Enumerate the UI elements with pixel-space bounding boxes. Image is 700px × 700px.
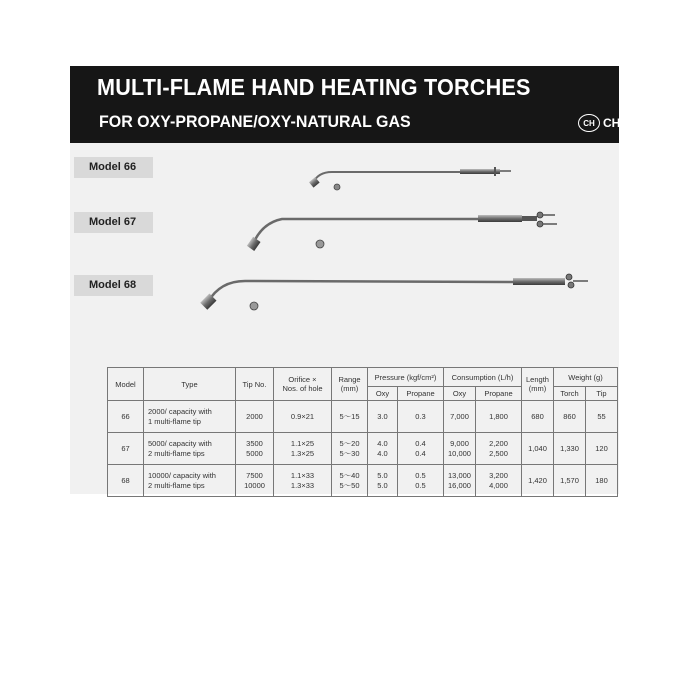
catalog-page xyxy=(70,66,624,494)
cell-model: 67 xyxy=(108,433,144,465)
col-orifice xyxy=(274,368,332,401)
model-67-label: Model 67 xyxy=(74,212,153,233)
col-consumption-oxy: Oxy xyxy=(444,387,476,401)
cell-value: 3,200 xyxy=(489,470,508,480)
cell-value: 10,000 xyxy=(448,448,471,458)
cell-consumption-oxy xyxy=(444,433,476,465)
col-weight: Weight (g) xyxy=(554,368,618,387)
col-pressure-propane: Propane xyxy=(398,387,444,401)
col-orifice-line1: Orifice × xyxy=(288,375,317,384)
col-tip-no: Tip No. xyxy=(236,368,274,401)
spec-table xyxy=(107,367,618,497)
cell-weight-tip: 120 xyxy=(586,433,618,465)
cell-value: 2000 xyxy=(246,411,263,421)
cell-range xyxy=(332,401,368,433)
cell-pressure-oxy xyxy=(368,433,398,465)
cell-pressure-propane xyxy=(398,465,444,497)
cell-length: 680 xyxy=(522,401,554,433)
col-range xyxy=(332,368,368,401)
cell-consumption-propane xyxy=(476,433,522,465)
col-weight-tip: Tip xyxy=(586,387,618,401)
cell-consumption-propane xyxy=(476,465,522,497)
table-row xyxy=(108,401,618,433)
cell-range xyxy=(332,465,368,497)
torch-model-66-image xyxy=(309,167,511,190)
cell-value: 3500 xyxy=(246,438,263,448)
cell-type xyxy=(144,401,236,433)
col-length-line2: (mm) xyxy=(528,384,547,393)
cell-model: 68 xyxy=(108,465,144,497)
cell-weight-tip: 55 xyxy=(586,401,618,433)
cell-value: 5～50 xyxy=(339,480,360,490)
cell-value: 0.5 xyxy=(415,480,426,490)
cell-value: 2,200 xyxy=(489,438,508,448)
cell-tip-no xyxy=(236,401,274,433)
cell-orifice xyxy=(274,433,332,465)
cell-consumption-propane xyxy=(476,401,522,433)
model-66-label: Model 66 xyxy=(74,157,153,178)
torch-model-67-image xyxy=(247,212,557,251)
cell-value: 1.1×33 xyxy=(290,470,315,480)
cell-value: 0.5 xyxy=(415,470,426,480)
cell-value: 13,000 xyxy=(448,470,471,480)
cell-value: 4,000 xyxy=(489,480,508,490)
cell-type-line1: 2000/ capacity with xyxy=(148,406,212,416)
cell-value: 1,800 xyxy=(489,411,508,421)
cell-tip-no xyxy=(236,465,274,497)
cell-value: 3.0 xyxy=(377,411,388,421)
cell-value: 2,500 xyxy=(489,448,508,458)
cell-type-line2: 1 multi-flame tip xyxy=(148,416,201,426)
cell-model: 66 xyxy=(108,401,144,433)
col-weight-torch: Torch xyxy=(554,387,586,401)
cell-type-line1: 10000/ capacity with xyxy=(148,470,216,480)
cell-value: 7,000 xyxy=(450,411,469,421)
cell-type-line1: 5000/ capacity with xyxy=(148,438,212,448)
brand-logo-mark: CH xyxy=(578,114,600,132)
col-consumption-propane: Propane xyxy=(476,387,522,401)
cell-value: 5～40 xyxy=(339,470,360,480)
cell-pressure-propane xyxy=(398,401,444,433)
cell-pressure-oxy xyxy=(368,401,398,433)
cell-consumption-oxy xyxy=(444,401,476,433)
cell-value: 0.4 xyxy=(415,448,426,458)
table-row xyxy=(108,433,618,465)
col-pressure: Pressure (kgf/cm²) xyxy=(368,368,444,387)
cell-length: 1,420 xyxy=(522,465,554,497)
col-range-line1: Range xyxy=(338,375,361,384)
page-title: MULTI-FLAME HAND HEATING TORCHES xyxy=(97,74,531,100)
cell-value: 5000 xyxy=(246,448,263,458)
cell-consumption-oxy xyxy=(444,465,476,497)
cell-value: 4.0 xyxy=(377,448,388,458)
cell-value: 5～15 xyxy=(339,411,360,421)
cell-value: 5.0 xyxy=(377,480,388,490)
cell-value: 1.3×25 xyxy=(290,448,315,458)
torch-model-68-image xyxy=(200,274,588,310)
cell-type xyxy=(144,433,236,465)
cell-value: 5～20 xyxy=(339,438,360,448)
cell-value: 16,000 xyxy=(448,480,471,490)
cell-weight-torch: 860 xyxy=(554,401,586,433)
col-orifice-line2: Nos. of hole xyxy=(282,384,323,393)
cell-pressure-propane xyxy=(398,433,444,465)
cell-orifice xyxy=(274,465,332,497)
cell-value: 7500 xyxy=(246,470,263,480)
cell-value: 5～30 xyxy=(339,448,360,458)
cell-value: 9,000 xyxy=(450,438,469,448)
col-consumption: Consumption (L/h) xyxy=(444,368,522,387)
cell-value: 1.1×25 xyxy=(290,438,315,448)
col-length xyxy=(522,368,554,401)
cell-value: 4.0 xyxy=(377,438,388,448)
brand-logo-text: CHI xyxy=(603,116,624,130)
page-subtitle: FOR OXY-PROPANE/OXY-NATURAL GAS xyxy=(99,112,411,131)
cell-value: 1.3×33 xyxy=(290,480,315,490)
cell-type-line2: 2 multi-flame tips xyxy=(148,480,205,490)
col-range-line2: (mm) xyxy=(340,384,359,393)
cell-type-line2: 2 multi-flame tips xyxy=(148,448,205,458)
cell-range xyxy=(332,433,368,465)
col-model: Model xyxy=(108,368,144,401)
cell-value: 0.9×21 xyxy=(290,411,315,421)
table-row xyxy=(108,465,618,497)
torch-illustrations xyxy=(70,66,619,366)
model-68-label: Model 68 xyxy=(74,275,153,296)
cell-value: 0.4 xyxy=(415,438,426,448)
cell-weight-torch: 1,330 xyxy=(554,433,586,465)
cell-length: 1,040 xyxy=(522,433,554,465)
cell-value: 0.3 xyxy=(415,411,426,421)
cell-pressure-oxy xyxy=(368,465,398,497)
cell-weight-tip: 180 xyxy=(586,465,618,497)
col-type: Type xyxy=(144,368,236,401)
cell-tip-no xyxy=(236,433,274,465)
col-pressure-oxy: Oxy xyxy=(368,387,398,401)
cell-weight-torch: 1,570 xyxy=(554,465,586,497)
cell-value: 10000 xyxy=(244,480,265,490)
cell-orifice xyxy=(274,401,332,433)
cell-type xyxy=(144,465,236,497)
cell-value: 5.0 xyxy=(377,470,388,480)
col-length-line1: Length xyxy=(526,375,549,384)
